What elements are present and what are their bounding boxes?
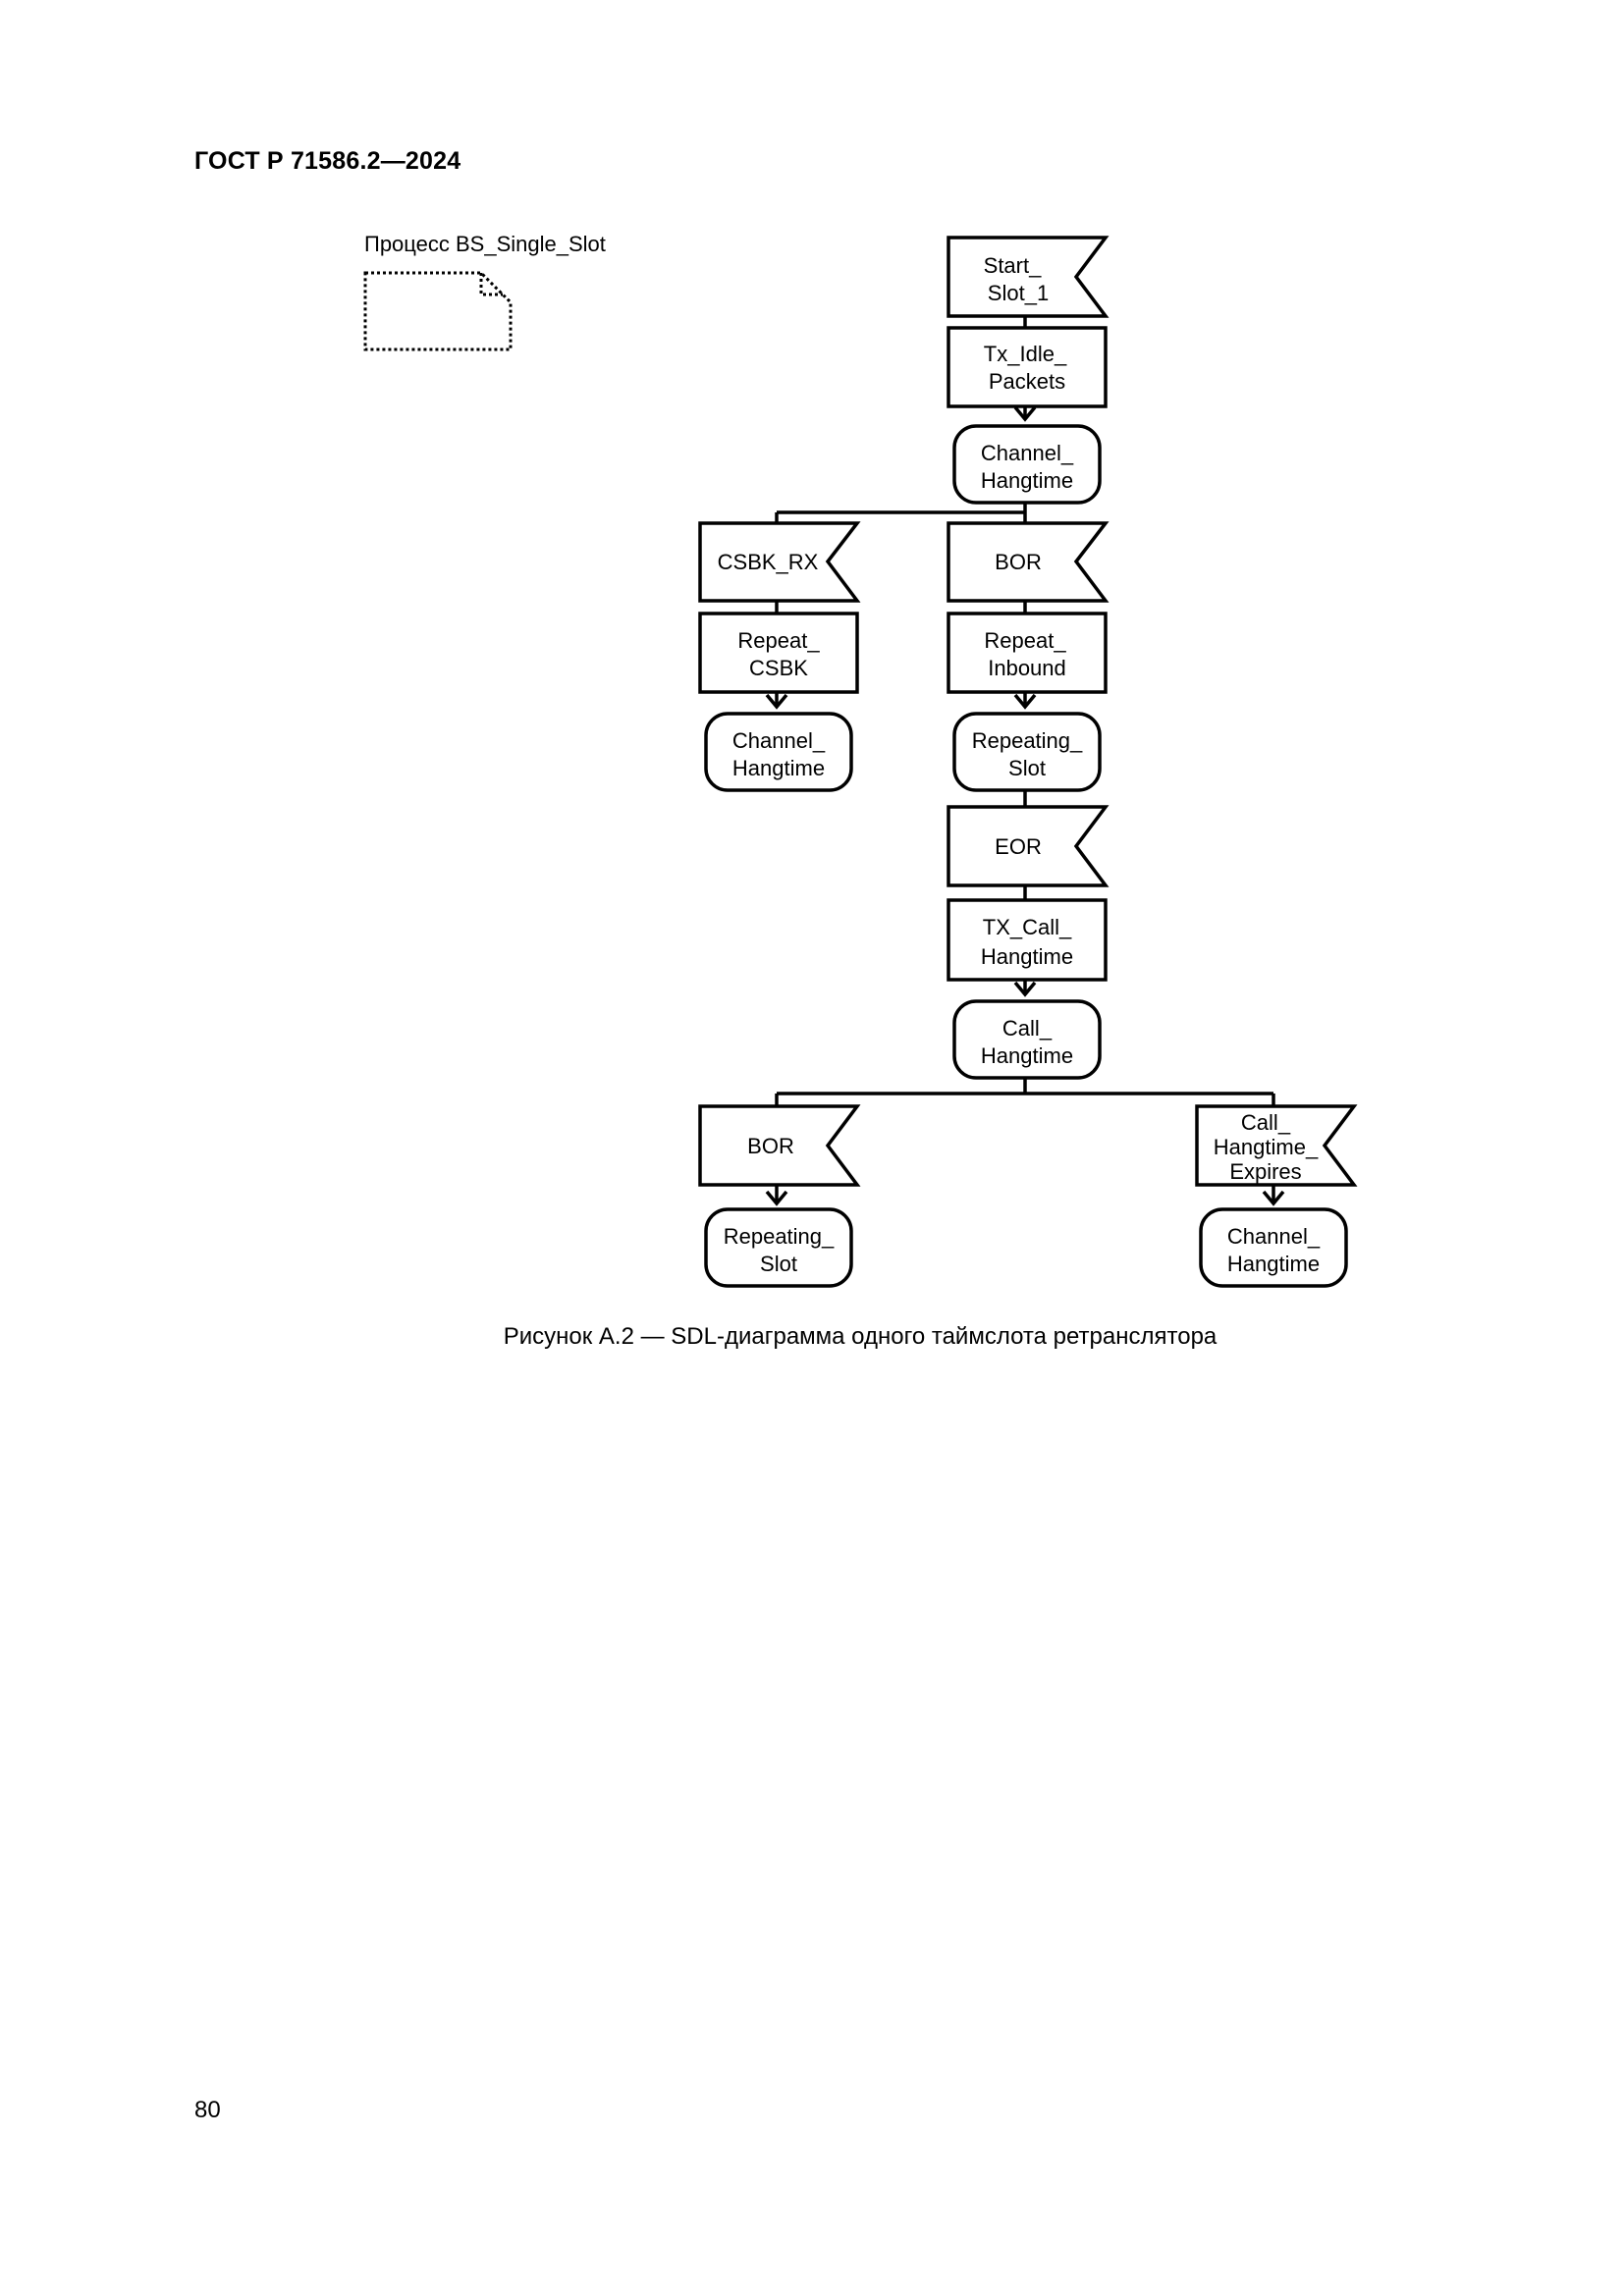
state-repeating-slot-1 — [954, 714, 1100, 790]
state-channel-hangtime-1-line1: Channel_ — [980, 441, 1074, 465]
state-channel-hangtime-1 — [954, 426, 1100, 503]
input-csbk-rx — [700, 523, 857, 601]
state-call-hangtime-line1: Call_ — [1001, 1016, 1053, 1041]
input-csbk-rx-label: CSBK_RX — [717, 550, 819, 574]
task-tx-call-hangtime — [948, 900, 1106, 980]
task-repeat-csbk-line2: CSBK — [749, 656, 808, 680]
task-tx-call-hangtime-line2: Hangtime — [980, 944, 1074, 969]
state-repeating-slot-2-line1: Repeating_ — [723, 1224, 835, 1249]
input-start-slot-line2: Slot_1 — [987, 281, 1050, 305]
task-tx-idle-packets-line2: Packets — [988, 369, 1066, 394]
process-label: Процесс BS_Single_Slot — [364, 232, 606, 256]
process-symbol — [365, 273, 511, 349]
state-channel-hangtime-3-line2: Hangtime — [1226, 1252, 1321, 1276]
state-repeating-slot-1-line1: Repeating_ — [971, 728, 1083, 753]
figure-caption: Рисунок А.2 — SDL-диаграмма одного таймслота ретранслятора — [503, 1323, 1218, 1350]
task-repeat-inbound-line2: Inbound — [988, 656, 1066, 680]
state-repeating-slot-2 — [706, 1209, 851, 1286]
input-bor-1-label: BOR — [995, 550, 1042, 574]
task-tx-idle-packets — [948, 328, 1106, 406]
document-header: ГОСТ Р 71586.2—2024 — [194, 147, 461, 175]
state-channel-hangtime-2-line1: Channel_ — [731, 728, 826, 753]
input-call-hangtime-expires — [1197, 1106, 1354, 1185]
input-bor-2 — [700, 1106, 857, 1185]
input-eor — [948, 807, 1106, 885]
input-start-slot-line1: Start_ — [983, 253, 1042, 278]
state-channel-hangtime-3 — [1201, 1209, 1346, 1286]
task-repeat-csbk-line1: Repeat_ — [737, 628, 820, 653]
task-repeat-inbound — [948, 614, 1106, 692]
state-channel-hangtime-1-line2: Hangtime — [980, 468, 1074, 493]
task-repeat-inbound-line1: Repeat_ — [984, 628, 1066, 653]
state-channel-hangtime-2-line2: Hangtime — [731, 756, 826, 780]
task-tx-call-hangtime-line1: TX_Call_ — [982, 915, 1072, 939]
input-bor-1 — [948, 523, 1106, 601]
input-call-hangtime-expires-line1: Call_ — [1240, 1110, 1291, 1135]
state-call-hangtime-line2: Hangtime — [980, 1043, 1074, 1068]
input-bor-2-label: BOR — [747, 1134, 794, 1158]
task-tx-idle-packets-line1: Tx_Idle_ — [983, 342, 1067, 366]
state-channel-hangtime-3-line1: Channel_ — [1226, 1224, 1321, 1249]
state-call-hangtime — [954, 1001, 1100, 1078]
input-call-hangtime-expires-line2: Hangtime_ — [1213, 1135, 1319, 1159]
task-repeat-csbk — [700, 614, 857, 692]
state-repeating-slot-1-line2: Slot — [1008, 756, 1046, 780]
page-number: 80 — [194, 2097, 221, 2123]
state-channel-hangtime-2 — [706, 714, 851, 790]
input-call-hangtime-expires-line3: Expires — [1229, 1159, 1302, 1184]
input-eor-label: EOR — [995, 834, 1042, 859]
state-repeating-slot-2-line2: Slot — [760, 1252, 797, 1276]
input-start-slot — [948, 238, 1106, 316]
